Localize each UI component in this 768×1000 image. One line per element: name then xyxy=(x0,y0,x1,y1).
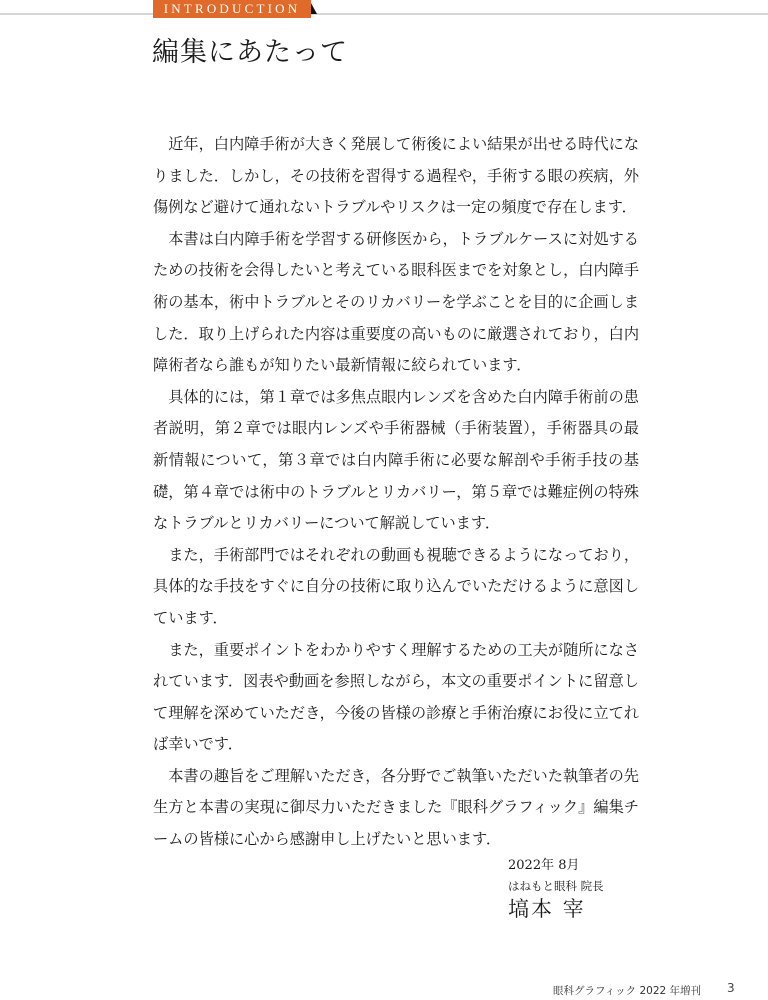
signature-date: 2022年 8月 xyxy=(508,858,580,873)
paragraph: また，重要ポイントをわかりやすく理解するための工夫が随所になされています．図表や動画を参照しながら，本文の重要ポイントに留意して理解を深めていただき，今後の皆様の診療と手術治療にお役に立てれば幸いです． xyxy=(153,640,639,754)
signature-affiliation: はねもと眼科 院長 xyxy=(508,879,604,893)
page-title: 編集にあたって xyxy=(152,37,348,68)
paragraph: また，手術部門ではそれぞれの動画も視聴できるようになっており，具体的な手技をすぐに自分の技術に取り込んでいただけるように意図しています． xyxy=(153,545,639,627)
paragraph: 本書の趣旨をご理解いただき，各分野でご執筆いただいた執筆者の先生方と本書の実現に御尽力いただきました『眼科グラフィック』編集チームの皆様に心から感謝申し上げたいと思います． xyxy=(153,766,639,849)
body-text xyxy=(153,129,639,856)
paragraph: 近年，白内障手術が大きく発展して術後によい結果が出せる時代になりました．しかし，その技術を習得する過程や，手術する眼の疾病，外傷例など避けて通れないトラブルやリスクは一定の頻度で存在します． xyxy=(153,135,639,217)
paragraph: 本書は白内障手術を学習する研修医から，トラブルケースに対処するための技術を会得したいと考えている眼科医までを対象とし，白内障手術の基本，術中トラブルとそのリカバリーを学ぶことを目的に企画しました．取り上げられた内容は重要度の高いものに厳選されており，白内障術者なら誰もが知りたい最新情報に絞られています． xyxy=(153,229,639,375)
page-number: 3 xyxy=(727,981,735,995)
signature-name: 塙本 宰 xyxy=(508,897,586,921)
top-rule xyxy=(0,13,768,15)
signature-block xyxy=(508,856,604,922)
paragraph: 具体的には，第１章では多焦点眼内レンズを含めた白内障手術前の患者説明，第２章では眼内レンズや手術器械（手術装置），手術器具の最新情報について，第３章では白内障手術に必要な解剖や手術手技の基礎，第４章では術中のトラブルとリカバリー，第５章では難症例の特殊なトラブルとリカバリーについて解説しています． xyxy=(153,387,639,533)
section-label-banner: INTRODUCTION xyxy=(153,0,311,18)
footer-publication: 眼科グラフィック 2022 年増刊 xyxy=(553,985,702,997)
banner-tab-decoration xyxy=(311,3,317,14)
